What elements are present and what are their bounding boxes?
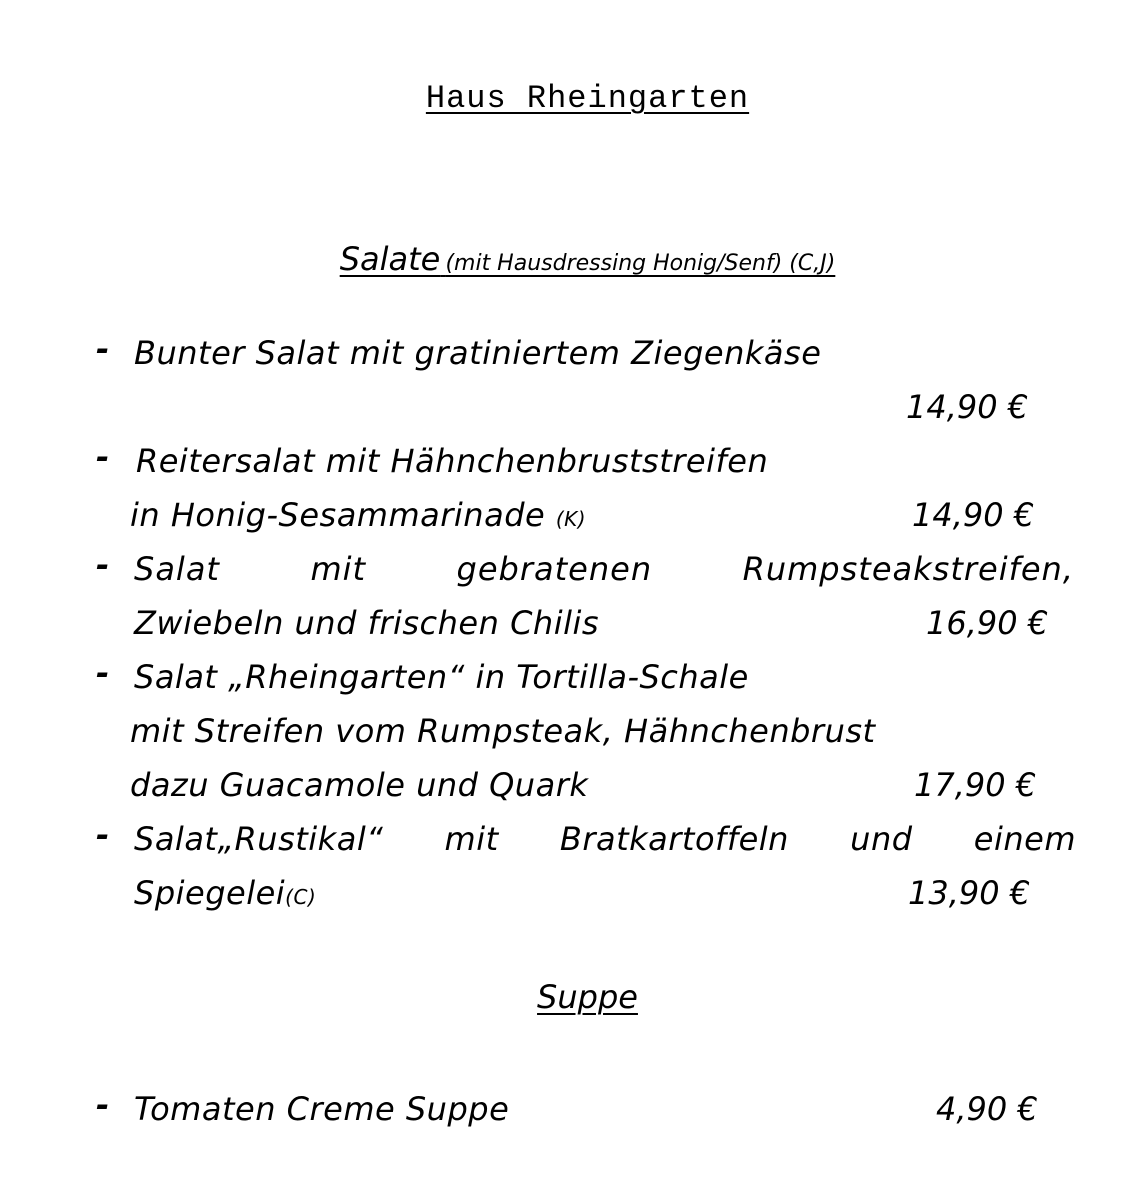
section-heading-salate-underline xyxy=(339,240,836,278)
item-description: mit Streifen vom Rumpsteak, Hähnchenbrust xyxy=(130,712,876,750)
item-description: Zwiebeln und frischen Chilis xyxy=(134,604,600,642)
item-name: Salat „Rheingarten“ in Tortilla-Schale xyxy=(134,658,749,696)
item-dash: - xyxy=(96,438,110,476)
item-name: Salat mit gebratenen Rumpsteakstreifen, xyxy=(134,550,1074,588)
item-description: dazu Guacamole und Quark xyxy=(130,766,589,804)
item-dash: - xyxy=(96,330,110,368)
item-price: 17,90 € xyxy=(914,766,1037,804)
section-title-suppe: Suppe xyxy=(537,978,638,1016)
restaurant-title-text: Haus Rheingarten xyxy=(425,80,750,117)
item-name: Tomaten Creme Suppe xyxy=(134,1090,510,1128)
section-title-salate: Salate xyxy=(339,240,441,278)
restaurant-title xyxy=(0,80,1123,117)
item-dash: - xyxy=(96,816,110,854)
section-note-salate: (mit Hausdressing Honig/Senf) (C,J) xyxy=(445,251,836,276)
item-allergen: (C) xyxy=(285,885,317,909)
item-description xyxy=(134,874,316,912)
section-heading-suppe xyxy=(0,978,1123,1016)
item-price: 14,90 € xyxy=(906,388,1029,426)
item-price: 13,90 € xyxy=(908,874,1031,912)
section-heading-salate xyxy=(0,240,1123,278)
item-description xyxy=(130,496,586,534)
item-price: 4,90 € xyxy=(936,1090,1038,1128)
item-description-text: Spiegelei xyxy=(134,874,286,912)
item-name: Salat„Rustikal“ mit Bratkartoffeln und einem xyxy=(134,820,1076,858)
item-price: 14,90 € xyxy=(912,496,1035,534)
item-dash: - xyxy=(96,1086,110,1124)
item-dash: - xyxy=(96,546,110,584)
item-price: 16,90 € xyxy=(926,604,1049,642)
item-description-text: in Honig-Sesammarinade xyxy=(130,496,546,534)
item-name: Bunter Salat mit gratiniertem Ziegenkäse xyxy=(134,334,822,372)
item-allergen: (K) xyxy=(555,507,587,531)
item-name: Reitersalat mit Hähnchenbruststreifen xyxy=(136,442,769,480)
item-dash: - xyxy=(96,654,110,692)
